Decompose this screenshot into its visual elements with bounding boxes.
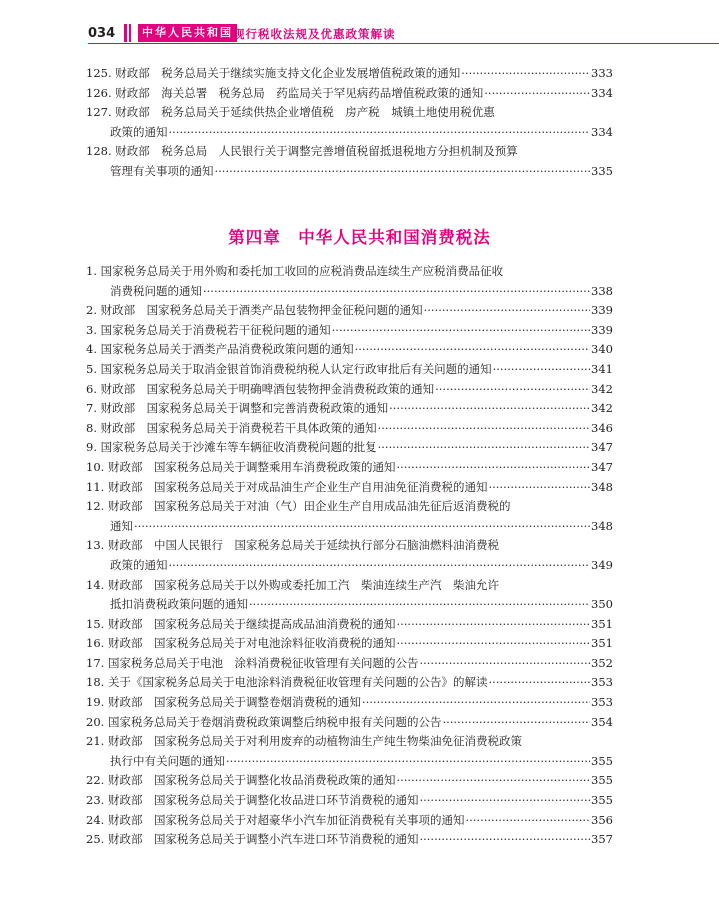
toc-leader-dots	[378, 438, 590, 458]
header-bars-decoration	[124, 24, 134, 42]
toc-entry-line	[86, 142, 613, 162]
toc-entry-line	[86, 811, 613, 831]
toc-entry	[86, 142, 613, 181]
toc-entry-title: 抵扣消费税政策问题的通知	[110, 597, 248, 612]
toc-entry	[86, 771, 613, 791]
toc-entry	[86, 693, 613, 713]
toc-entry-line	[86, 458, 613, 478]
toc-leader-dots	[169, 556, 591, 576]
toc-entry-title: 13. 财政部 中国人民银行 国家税务总局关于延续执行部分石脑油燃料油消费税	[86, 538, 499, 553]
toc-entry	[86, 732, 613, 771]
toc-entry	[86, 478, 613, 498]
toc-entry-line	[86, 634, 613, 654]
toc-entry-title: 8. 财政部 国家税务总局关于消费税若干具体政策的通知	[86, 420, 377, 435]
toc-entry-title: 5. 国家税务总局关于取消金银首饰消费税纳税人认定行政审批后有关问题的通知	[86, 361, 492, 376]
toc-entry-line	[86, 830, 613, 850]
toc-entry-title: 17. 国家税务总局关于电池 涂料消费税征收管理有关问题的公告	[86, 655, 419, 670]
toc-page-number: 355	[591, 773, 613, 788]
toc-entry-line	[86, 517, 613, 537]
toc-entry-title: 14. 财政部 国家税务总局关于以外购或委托加工汽 柴油连续生产汽 柴油允许	[86, 577, 499, 592]
toc-page-number: 340	[591, 342, 613, 357]
toc-leader-dots	[134, 517, 590, 537]
toc-page-number: 334	[591, 124, 613, 139]
toc-entry	[86, 654, 613, 674]
toc-leader-dots	[488, 478, 590, 498]
toc-entry	[86, 360, 613, 380]
toc-entry-title: 政策的通知	[110, 557, 168, 572]
toc-entry	[86, 419, 613, 439]
toc-entry	[86, 380, 613, 400]
toc-entry-line	[86, 380, 613, 400]
toc-entry-line	[86, 693, 613, 713]
toc-leader-dots	[396, 615, 590, 635]
toc-entry	[86, 321, 613, 341]
toc-entry-line	[86, 791, 613, 811]
toc-leader-dots	[396, 771, 590, 791]
toc-entry-title: 1. 国家税务总局关于用外购和委托加工收回的应税消费品连续生产应税消费品征收	[86, 264, 504, 278]
toc-page-number: 339	[591, 303, 613, 318]
toc-entry-title: 通知	[110, 518, 133, 533]
toc-entry-line	[86, 713, 613, 733]
toc-entry-title: 消费税问题的通知	[110, 283, 202, 298]
toc-entry-title: 7. 财政部 国家税务总局关于调整和完善消费税政策的通知	[86, 401, 389, 416]
toc-entry-line	[86, 556, 613, 576]
toc-entry	[86, 438, 613, 458]
toc-entry-title: 18. 关于《国家税务总局关于电池涂料消费税征收管理有关问题的公告》的解读	[86, 675, 488, 690]
toc-page-number: 338	[591, 283, 613, 298]
toc-entry	[86, 497, 613, 536]
toc-entry-line	[86, 301, 613, 321]
toc-page-number: 353	[591, 695, 613, 710]
toc-entry-title: 12. 财政部 国家税务总局关于对油（气）田企业生产自用成品油先征后返消费税的	[86, 499, 511, 514]
toc-leader-dots	[389, 399, 590, 419]
toc-entry-line	[86, 419, 613, 439]
toc-page-number: 339	[591, 322, 613, 337]
toc-entry-title: 6. 财政部 国家税务总局关于明确啤酒包装物押金消费税政策的通知	[86, 381, 435, 396]
toc-entry-line	[86, 771, 613, 791]
toc-entry-title: 4. 国家税务总局关于酒类产品消费税政策问题的通知	[86, 342, 354, 357]
toc-leader-dots	[419, 791, 590, 811]
toc-entry	[86, 673, 613, 693]
toc-leader-dots	[419, 654, 590, 674]
toc-leader-dots	[226, 752, 590, 772]
toc-entry	[86, 634, 613, 654]
toc-entry-title: 9. 国家税务总局关于沙滩车等车辆征收消费税问题的批复	[86, 440, 377, 455]
toc-leader-dots	[488, 673, 590, 693]
toc-leader-dots	[435, 380, 590, 400]
toc-entry	[86, 340, 613, 360]
toc-entry-title: 128. 财政部 税务总局 人民银行关于调整完善增值税留抵退税地方分担机制及预算	[86, 144, 518, 159]
toc-entry-title: 16. 财政部 国家税务总局关于对电池涂料征收消费税的通知	[86, 636, 396, 651]
toc-entry-title: 管理有关事项的通知	[110, 163, 214, 178]
toc-leader-dots	[484, 84, 590, 104]
toc-page-number: 348	[591, 479, 613, 494]
toc-leader-dots	[461, 64, 590, 84]
toc-entry-title: 126. 财政部 海关总署 税务总局 药监局关于罕见病药品增值税政策的通知	[86, 85, 484, 100]
toc-leader-dots	[215, 162, 591, 182]
toc-entry	[86, 301, 613, 321]
chapter-title: 第四章 中华人民共和国消费税法	[228, 228, 491, 247]
toc-entry-line	[86, 321, 613, 341]
toc-entry	[86, 811, 613, 831]
toc-entry-line	[86, 595, 613, 615]
toc-entry-title: 政策的通知	[110, 124, 168, 139]
toc-entry-line	[86, 732, 613, 752]
toc-leader-dots	[362, 693, 590, 713]
toc-entry-title: 23. 财政部 国家税务总局关于调整化妆品进口环节消费税的通知	[86, 793, 419, 808]
toc-entry-line	[86, 282, 613, 302]
toc-entry	[86, 536, 613, 575]
toc-section-vat	[86, 64, 613, 182]
header-book-title: 现行税收法规及优惠政策解读	[233, 27, 396, 41]
toc-entry-line	[86, 340, 613, 360]
toc-entry-line	[86, 615, 613, 635]
toc-entry-title: 19. 财政部 国家税务总局关于调整卷烟消费税的通知	[86, 695, 361, 710]
toc-entry-title: 25. 财政部 国家税务总局关于调整小汽车进口环节消费税的通知	[86, 832, 419, 847]
toc-leader-dots	[396, 458, 590, 478]
toc-leader-dots	[396, 634, 590, 654]
toc-entry-title: 21. 财政部 国家税务总局关于对利用废弃的动植物油生产纯生物柴油免征消费税政策	[86, 734, 522, 749]
toc-page-number: 341	[591, 361, 613, 376]
toc-entry-title: 127. 财政部 税务总局关于延续供热企业增值税 房产税 城镇土地使用税优惠	[86, 105, 495, 120]
toc-entry-line	[86, 752, 613, 772]
toc-page-number: 351	[591, 636, 613, 651]
toc-entry	[86, 615, 613, 635]
toc-page-number: 333	[591, 66, 613, 80]
toc-page-number: 346	[591, 420, 613, 435]
toc-entry	[86, 576, 613, 615]
toc-leader-dots	[465, 811, 590, 831]
toc-entry-line	[86, 497, 613, 517]
toc-entry	[86, 262, 613, 301]
toc-entry-title: 22. 财政部 国家税务总局关于调整化妆品消费税政策的通知	[86, 773, 396, 788]
page-number: 034	[88, 26, 116, 41]
toc-page-number: 357	[591, 832, 613, 847]
header-band-title: 中华人民共和国	[138, 24, 237, 42]
toc-page-number: 354	[591, 714, 613, 729]
toc-leader-dots	[378, 419, 590, 439]
toc-entry-title: 3. 国家税务总局关于消费税若干征税问题的通知	[86, 322, 331, 337]
toc-leader-dots	[169, 123, 591, 143]
toc-page-number: 351	[591, 616, 613, 631]
toc-entry	[86, 458, 613, 478]
toc-page-number: 355	[591, 793, 613, 808]
toc-page-number: 335	[591, 163, 613, 178]
toc-entry	[86, 791, 613, 811]
toc-page-number: 342	[591, 381, 613, 396]
toc-entry-title: 20. 国家税务总局关于卷烟消费税政策调整后纳税申报有关问题的公告	[86, 714, 442, 729]
toc-entry	[86, 830, 613, 850]
toc-entry-line	[86, 360, 613, 380]
toc-page-number: 342	[591, 401, 613, 416]
toc-entry-line	[86, 654, 613, 674]
toc-entry-line	[86, 262, 613, 282]
toc-entry-line	[86, 536, 613, 556]
toc-page-number: 347	[591, 459, 613, 474]
toc-leader-dots	[249, 595, 590, 615]
toc-leader-dots	[203, 282, 590, 302]
toc-leader-dots	[332, 321, 590, 341]
toc-page-number: 352	[591, 655, 613, 670]
toc-leader-dots	[355, 340, 590, 360]
toc-entry-title: 24. 财政部 国家税务总局关于对超豪华小汽车加征消费税有关事项的通知	[86, 812, 465, 827]
toc-leader-dots	[424, 301, 590, 321]
toc-page-number: 356	[591, 812, 613, 827]
toc-entry-title: 2. 财政部 国家税务总局关于酒类产品包装物押金征税问题的通知	[86, 303, 423, 318]
toc-entry	[86, 103, 613, 142]
header-rule	[88, 43, 719, 44]
toc-entry	[86, 713, 613, 733]
toc-entry-title: 125. 财政部 税务总局关于继续实施支持文化企业发展增值税政策的通知	[86, 66, 461, 80]
toc-section-consumption-tax	[86, 262, 613, 850]
toc-leader-dots	[442, 713, 590, 733]
toc-entry	[86, 84, 613, 104]
toc-leader-dots	[493, 360, 590, 380]
toc-entry-title: 15. 财政部 国家税务总局关于继续提高成品油消费税的通知	[86, 616, 396, 631]
toc-page-number: 347	[591, 440, 613, 455]
toc-entry-line	[86, 673, 613, 693]
toc-entry-line	[86, 478, 613, 498]
toc-entry-line	[86, 84, 613, 104]
toc-entry	[86, 64, 613, 84]
toc-entry-line	[86, 64, 613, 84]
toc-entry-title: 10. 财政部 国家税务总局关于调整乘用车消费税政策的通知	[86, 459, 396, 474]
toc-entry-line	[86, 162, 613, 182]
toc-page-number: 353	[591, 675, 613, 690]
toc-entry-title: 执行中有关问题的通知	[110, 753, 225, 768]
toc-page-number: 355	[591, 753, 613, 768]
toc-page-number: 334	[591, 85, 613, 100]
toc-entry-line	[86, 103, 613, 123]
page-header	[88, 22, 719, 46]
toc-page-number: 348	[591, 518, 613, 533]
toc-page-number: 350	[591, 597, 613, 612]
toc-entry-line	[86, 399, 613, 419]
toc-entry-title: 11. 财政部 国家税务总局关于对成品油生产企业生产自用油免征消费税的通知	[86, 479, 488, 494]
toc-entry-line	[86, 123, 613, 143]
toc-entry-line	[86, 438, 613, 458]
toc-entry	[86, 399, 613, 419]
toc-page-number: 349	[591, 557, 613, 572]
toc-entry-line	[86, 576, 613, 596]
toc-leader-dots	[419, 830, 590, 850]
